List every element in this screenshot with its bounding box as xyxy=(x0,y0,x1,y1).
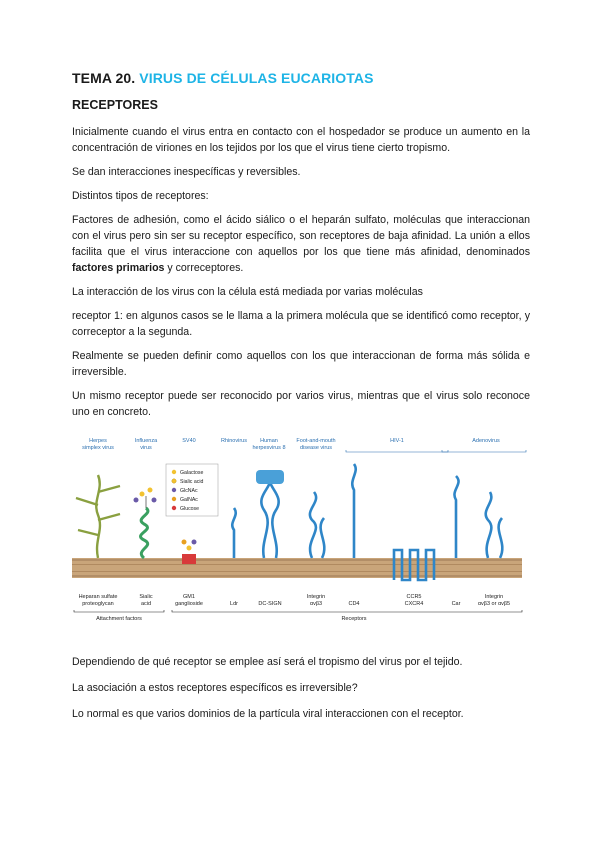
paragraph-5: La interacción de los virus con la célula está mediada por varias moléculas xyxy=(72,286,423,298)
paragraph-7: Realmente se pueden definir como aquellos con los que interaccionan de forma más sólida e irreversible. xyxy=(72,350,530,378)
paragraph-3: Distintos tipos de receptores: xyxy=(72,190,209,202)
bottom-label-2b: acid xyxy=(140,601,152,607)
bottom-label-8a: CCR5 xyxy=(406,594,422,600)
title-prefix: TEMA 20. xyxy=(72,70,136,86)
top-label-1b: simplex virus xyxy=(82,445,114,451)
legend-label-3: GlcNAc xyxy=(180,488,198,494)
closing-text xyxy=(72,654,530,732)
paragraph-4-suffix: y correceptores. xyxy=(164,262,244,274)
top-label-6a: Foot-and-mouth xyxy=(296,438,336,444)
paragraph-4-text: Factores de adhesión, como el ácido siálico o el heparán sulfato, moléculas que interaccionan con el virus pero sin ser su receptor específico, son receptores de baja afinidad. La unión a ellos facilita que el virus interaccione con aquellos por los que tiene más afinidad, denominados xyxy=(72,214,530,258)
top-label-5b: herpesvirus 8 xyxy=(252,445,286,451)
group-label-attachment: Attachment factors xyxy=(96,616,142,622)
legend-swatch-3 xyxy=(172,488,176,492)
legend-swatch-5 xyxy=(172,506,176,510)
heparan-sulfate-molecule xyxy=(76,475,120,558)
top-label-4: Rhinovirus xyxy=(221,438,247,444)
legend-swatch-2 xyxy=(172,479,176,483)
bottom-label-9: Car xyxy=(451,601,461,607)
page-title xyxy=(72,70,530,86)
bottom-label-6a: Integrin xyxy=(306,594,326,600)
paragraph-2: Se dan interacciones inespecíficas y reversibles. xyxy=(72,166,301,178)
top-label-7: HIV-1 xyxy=(390,438,404,444)
bottom-label-4: Ldr xyxy=(230,601,238,607)
top-label-8: Adenovirus xyxy=(472,438,500,444)
after-paragraph-2: La asociación a estos receptores específicos es irreversible? xyxy=(72,682,358,694)
paragraph-6: receptor 1: en algunos casos se le llama a la primera molécula que se identificó como receptor, y correceptor a la segunda. xyxy=(72,310,530,338)
top-label-2a: Influenza xyxy=(134,438,158,444)
top-label-1a: Herpes xyxy=(89,438,107,444)
legend-label-5: Glucose xyxy=(180,506,200,512)
bottom-label-10a: Integrin xyxy=(484,594,504,600)
top-label-3: SV40 xyxy=(182,438,196,444)
bottom-label-2a: Sialic xyxy=(139,594,153,600)
cell-membrane xyxy=(72,558,522,578)
bottom-label-1a: Heparan sulfate xyxy=(78,594,118,600)
bottom-label-5: DC-SIGN xyxy=(258,601,282,607)
bold-term: factores primarios xyxy=(72,262,165,274)
legend-label-1: Galactose xyxy=(180,470,204,476)
top-label-5a: Human xyxy=(260,438,278,444)
bottom-label-10b: αvβ3 or αvβ5 xyxy=(477,601,511,607)
legend-swatch-1 xyxy=(172,470,176,474)
section-title: RECEPTORES xyxy=(72,98,158,112)
sialic-acid-molecule xyxy=(134,488,157,559)
legend-label-2: Sialic acid xyxy=(180,479,204,485)
receptor-figure xyxy=(64,430,530,640)
bottom-label-8b: CXCR4 xyxy=(404,601,424,607)
receptor-diagram xyxy=(64,430,530,640)
gm1-ganglioside xyxy=(182,540,197,565)
paragraph-8: Un mismo receptor puede ser reconocido por varios virus, mientras que el virus solo reconoce uno en concreto. xyxy=(72,390,530,418)
after-paragraph-1: Dependiendo de qué receptor se emplee así será el tropismo del virus por el tejido. xyxy=(72,656,463,668)
top-label-2b: virus xyxy=(140,445,152,451)
bottom-label-7: CD4 xyxy=(348,601,360,607)
bottom-label-1b: proteoglycan xyxy=(82,601,114,607)
group-label-receptors: Receptors xyxy=(341,616,367,622)
after-paragraph-3: Lo normal es que varios dominios de la partícula viral interaccionen con el receptor. xyxy=(72,708,464,720)
bottom-label-3a: GM1 xyxy=(183,594,195,600)
bottom-label-3b: ganglioside xyxy=(175,601,203,607)
paragraph-1: Inicialmente cuando el virus entra en contacto con el hospedador se produce un aumento en la concentración de viriones en los tejidos por los que el virus tiene cierto tropismo. xyxy=(72,126,530,154)
bottom-label-6b: αvβ3 xyxy=(309,601,323,607)
top-label-6b: disease virus xyxy=(299,445,333,451)
dc-sign-head xyxy=(256,470,284,484)
legend-label-4: GalNAc xyxy=(180,497,198,503)
document-body xyxy=(72,70,530,428)
legend-swatch-4 xyxy=(172,497,176,501)
title-text: VIRUS DE CÉLULAS EUCARIOTAS xyxy=(139,70,374,86)
paragraph-4 xyxy=(72,212,530,276)
